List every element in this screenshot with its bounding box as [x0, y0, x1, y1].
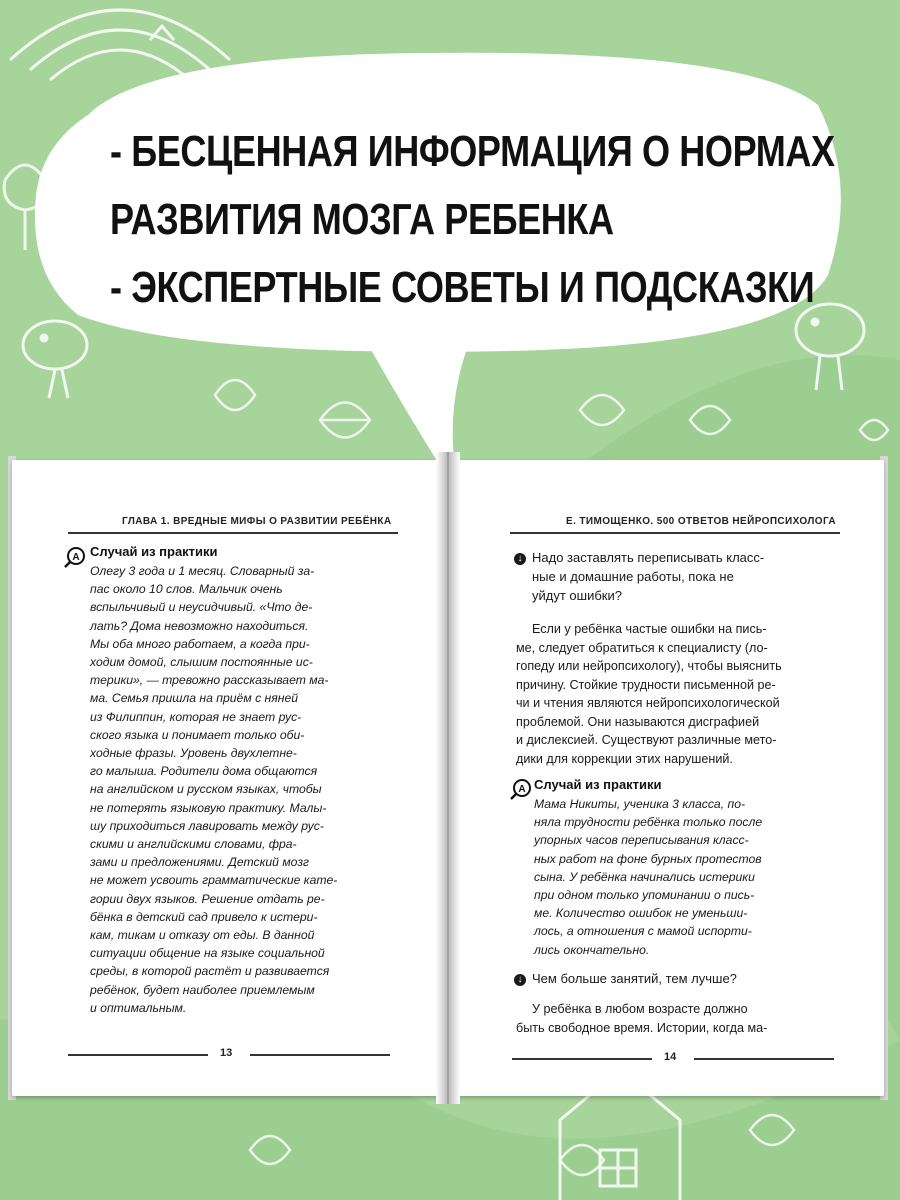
left-case-title: Случай из практики: [90, 544, 218, 559]
right-paragraph-2: [516, 1000, 846, 1037]
right-paragraph-1: [516, 620, 846, 768]
case-line: кам, тикам и отказу от еды. В данной: [90, 928, 315, 943]
case-line: ме. Количество ошибок не уменьши-: [534, 906, 748, 921]
myth-line: ные и домашние работы, пока не: [532, 569, 734, 584]
case-line: го малыша. Родители дома общаются: [90, 764, 318, 779]
right-myth-1: [532, 548, 764, 605]
case-line: няла трудности ребёнка только после: [534, 815, 763, 830]
case-line: бёнка в детский сад привело к истери-: [90, 909, 318, 924]
bubble-line: - БЕСЦЕННАЯ ИНФОРМАЦИЯ О НОРМАХ: [110, 127, 835, 176]
arrow-down-circle-icon: ↓: [514, 974, 526, 986]
case-line: не может усвоить грамматические кате-: [90, 873, 338, 888]
case-line: терики», — тревожно рассказывает ма-: [90, 673, 329, 688]
case-line: ма. Семья пришла на приём с няней: [90, 691, 299, 706]
open-book: [8, 452, 888, 1104]
myth-line: уйдут ошибки?: [532, 588, 622, 603]
case-line: скими и английскими словами, фра-: [90, 837, 297, 852]
para-line: Если у ребёнка частые ошибки на пись-: [532, 622, 767, 636]
right-footer-rule: [512, 1058, 652, 1060]
case-line: ходим домой, слышим постоянные ис-: [90, 655, 313, 670]
magnifier-letter-icon: [510, 778, 532, 800]
case-line: упорных часов переписывания класс-: [534, 833, 749, 848]
case-line: лись окончательно.: [534, 942, 650, 957]
left-running-head: ГЛАВА 1. ВРЕДНЫЕ МИФЫ О РАЗВИТИИ РЕБЁНКА: [122, 516, 392, 527]
para-line: ме, следует обратиться к специалисту (ло-: [516, 640, 768, 655]
case-line: вспыльчивый и неусидчивый. «Что де-: [90, 600, 313, 615]
left-header-rule: [68, 532, 398, 534]
case-line: и оптимальным.: [90, 1000, 187, 1015]
right-case-text: [534, 795, 854, 959]
book-spine: [436, 452, 460, 1104]
case-line: ных работ на фоне бурных протестов: [534, 851, 762, 866]
svg-text:A: A: [72, 552, 80, 563]
right-running-head: Е. ТИМОЩЕНКО. 500 ОТВЕТОВ НЕЙРОПСИХОЛОГА: [566, 516, 837, 527]
bubble-text: [110, 118, 835, 322]
case-line: ходные фразы. Уровень двухлетне-: [90, 746, 297, 761]
case-line: не потерять языковую практику. Малы-: [90, 800, 327, 815]
right-page-number: 14: [664, 1051, 677, 1063]
para-line: быть свободное время. Истории, когда ма-: [516, 1020, 768, 1035]
case-line: пас около 10 слов. Мальчик очень: [90, 582, 283, 597]
para-line: У ребёнка в любом возрасте должно: [532, 1002, 748, 1016]
right-case-title: Случай из практики: [534, 777, 662, 792]
myth-line: Чем больше занятий, тем лучше?: [532, 971, 737, 986]
para-line: причину. Стойкие трудности письменной ре-: [516, 677, 776, 692]
case-line: ситуации общение на языке социальной: [90, 946, 325, 961]
left-case-text: [90, 562, 410, 1017]
left-footer-rule: [68, 1054, 208, 1056]
para-line: гопеду или нейропсихологу), чтобы выяснить: [516, 659, 782, 673]
right-page: [454, 460, 884, 1096]
magnifier-letter-icon: [64, 546, 86, 568]
case-line: сына. У ребёнка начинались истерики: [534, 869, 755, 884]
case-line: гории двух языков. Решение отдать ре-: [90, 891, 325, 906]
bubble-line: - ЭКСПЕРТНЫЕ СОВЕТЫ И ПОДСКАЗКИ: [110, 263, 815, 312]
case-line: Олегу 3 года и 1 месяц. Словарный за-: [90, 564, 315, 578]
right-myth-2: [532, 969, 737, 988]
case-line: ребёнок, будет наиболее приемлемым: [90, 982, 315, 997]
case-line: из Филиппин, которая не знает рус-: [90, 709, 302, 724]
case-line: лось, а отношения с мамой испорти-: [534, 924, 752, 939]
case-line: Мы оба много работаем, а когда при-: [90, 636, 310, 651]
case-line: при одном только упоминании о пись-: [534, 888, 755, 903]
para-line: и дислексией. Существуют различные мето-: [516, 733, 777, 747]
myth-line: Надо заставлять переписывать класс-: [532, 550, 765, 565]
left-page-number: 13: [220, 1047, 233, 1059]
left-page: [12, 460, 448, 1096]
bubble-line: РАЗВИТИЯ МОЗГА РЕБЕНКА: [110, 195, 614, 244]
case-line: среды, в которой растёт и развивается: [90, 964, 330, 979]
case-line: на английском и русском языках, чтобы: [90, 782, 322, 797]
case-line: шу приходиться лавировать между рус-: [90, 818, 324, 833]
case-line: Мама Никиты, ученика 3 класса, по-: [534, 797, 746, 811]
svg-text:A: A: [518, 784, 526, 795]
right-header-rule: [510, 532, 840, 534]
case-line: ского языка и понимает только оби-: [90, 727, 305, 742]
para-line: чи и чтения являются нейропсихологической: [516, 696, 780, 710]
left-footer-rule: [250, 1054, 390, 1056]
para-line: проблемой. Они называются дисграфией: [516, 714, 760, 729]
para-line: дики для коррекции этих нарушений.: [516, 751, 733, 766]
arrow-down-circle-icon: ↓: [514, 553, 526, 565]
case-line: лать? Дома невозможно находиться.: [90, 618, 309, 633]
right-footer-rule: [694, 1058, 834, 1060]
case-line: зами и предложениями. Детский мозг: [90, 855, 309, 870]
